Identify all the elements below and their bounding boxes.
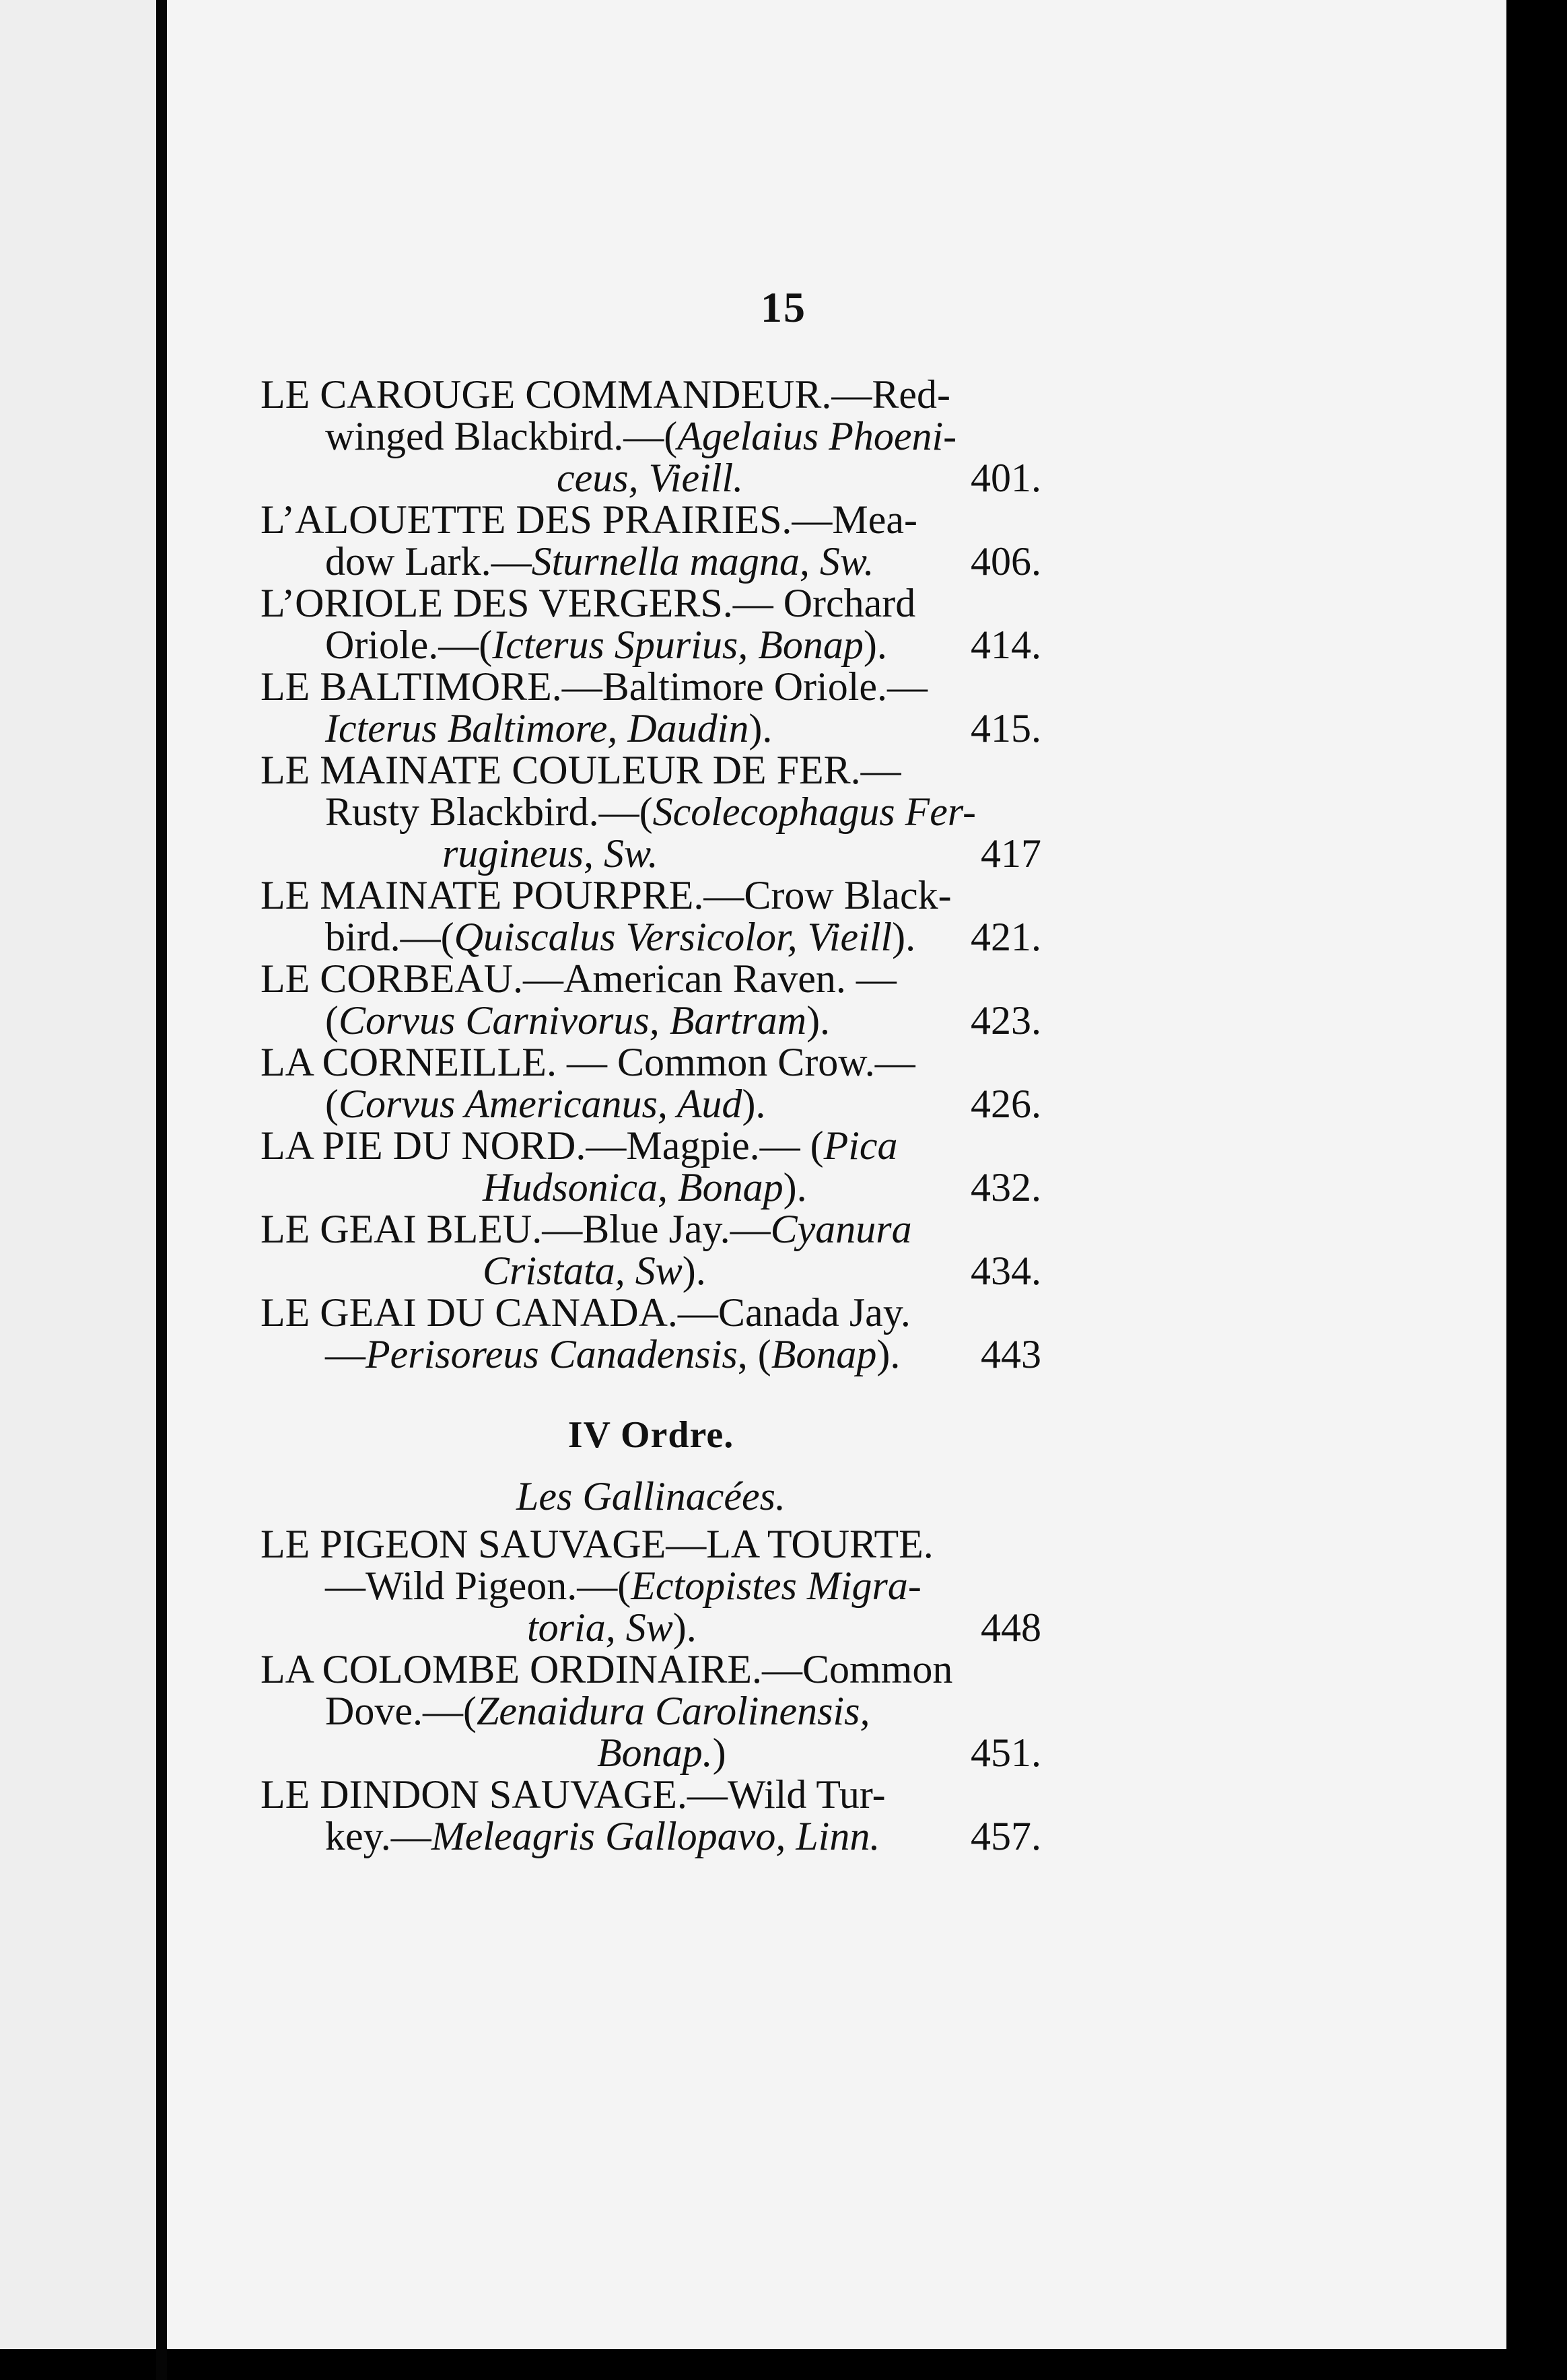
entry-text: ceus, Vieill.: [557, 456, 744, 500]
index-entry: [260, 1523, 1041, 1648]
entry-text: Dove.—(Zenaidura Carolinensis,: [325, 1689, 870, 1733]
entry-heading: LE CAROUGE COMMANDEUR.—Red-: [260, 372, 950, 417]
page-ref: 451.: [971, 1730, 1041, 1775]
entry-text: bird.—(Quiscalus Versicolor, Vieill).: [325, 915, 916, 959]
page-ref: 423.: [971, 998, 1041, 1043]
page-ref: 448: [981, 1605, 1041, 1650]
index-entry: [260, 499, 1041, 582]
bird-index-list: [260, 374, 1041, 1857]
page-ref: 432.: [971, 1165, 1041, 1210]
entry-heading: LE MAINATE COULEUR DE FER.—: [260, 748, 901, 792]
index-entry: [260, 666, 1041, 749]
entry-heading: LA PIE DU NORD.—Magpie.— (Pica: [260, 1123, 898, 1168]
entry-heading: LA COLOMBE ORDINAIRE.—Common: [260, 1647, 953, 1691]
page-ref: 434.: [971, 1249, 1041, 1293]
page-ref: 406.: [971, 539, 1041, 584]
entry-heading: LE CORBEAU.—American Raven. —: [260, 956, 897, 1001]
index-entry: [260, 1208, 1041, 1292]
entry-heading: LE GEAI DU CANADA.—Canada Jay.: [260, 1290, 911, 1335]
page-number: 15: [761, 283, 806, 331]
page-ref: 457.: [971, 1814, 1041, 1858]
index-entry: [260, 1125, 1041, 1208]
entry-heading: LE MAINATE POURPRE.—Crow Black-: [260, 873, 952, 917]
entry-text: toria, Sw).: [527, 1605, 697, 1650]
entry-text: Cristata, Sw).: [483, 1249, 706, 1293]
entry-text: winged Blackbird.—(Agelaius Phoeni-: [325, 414, 957, 458]
index-entry: [260, 749, 1041, 874]
entry-text: (Corvus Americanus, Aud).: [325, 1082, 766, 1126]
entry-text: Oriole.—(Icterus Spurius, Bonap).: [325, 623, 887, 667]
entry-text: Rusty Blackbird.—(Scolecophagus Fer-: [325, 790, 976, 834]
order-heading: IV Ordre.: [567, 1414, 734, 1456]
entry-heading: LE BALTIMORE.—Baltimore Oriole.—: [260, 664, 928, 709]
entry-text: —Wild Pigeon.—(Ectopistes Migra-: [325, 1564, 921, 1608]
entry-text: dow Lark.—Sturnella magna, Sw.: [325, 539, 874, 584]
page-ref: 417: [981, 831, 1041, 876]
page-ref: 401.: [971, 456, 1041, 500]
entry-text: —Perisoreus Canadensis, (Bonap).: [325, 1332, 901, 1376]
entry-heading: LE PIGEON SAUVAGE—LA TOURTE.: [260, 1522, 934, 1566]
page-ref: 426.: [971, 1082, 1041, 1126]
index-entry: [260, 1041, 1041, 1125]
entry-heading: LA CORNEILLE. — Common Crow.—: [260, 1040, 915, 1084]
entry-heading: LE DINDON SAUVAGE.—Wild Tur-: [260, 1772, 886, 1817]
index-entry: [260, 582, 1041, 666]
page-ref: 414.: [971, 623, 1041, 667]
entry-text: Bonap.): [597, 1730, 726, 1775]
index-entry: [260, 374, 1041, 499]
entry-heading: L’ORIOLE DES VERGERS.— Orchard: [260, 581, 916, 625]
page-ref: 443: [981, 1332, 1041, 1376]
entry-heading: L’ALOUETTE DES PRAIRIES.—Mea-: [260, 497, 918, 542]
entry-text: key.—Meleagris Gallopavo, Linn.: [325, 1814, 880, 1858]
entry-text: Hudsonica, Bonap).: [483, 1165, 807, 1210]
left-page-edge: [0, 0, 157, 2349]
index-entry: [260, 1774, 1041, 1857]
page-edge-shadow: [1506, 0, 1567, 2380]
page-ref: 415.: [971, 706, 1041, 750]
entry-heading: LE GEAI BLEU.—Blue Jay.—Cyanura: [260, 1207, 912, 1251]
index-entry: [260, 874, 1041, 958]
book-spine: [156, 0, 167, 2380]
page-ref: 421.: [971, 915, 1041, 959]
index-entry: [260, 1648, 1041, 1774]
index-entry: [260, 958, 1041, 1041]
family-heading: Les Gallinacées.: [516, 1474, 786, 1518]
entry-text: (Corvus Carnivorus, Bartram).: [325, 998, 831, 1043]
entry-text: rugineus, Sw.: [442, 831, 658, 876]
entry-text: Icterus Baltimore, Daudin).: [325, 706, 773, 750]
index-entry: [260, 1292, 1041, 1375]
